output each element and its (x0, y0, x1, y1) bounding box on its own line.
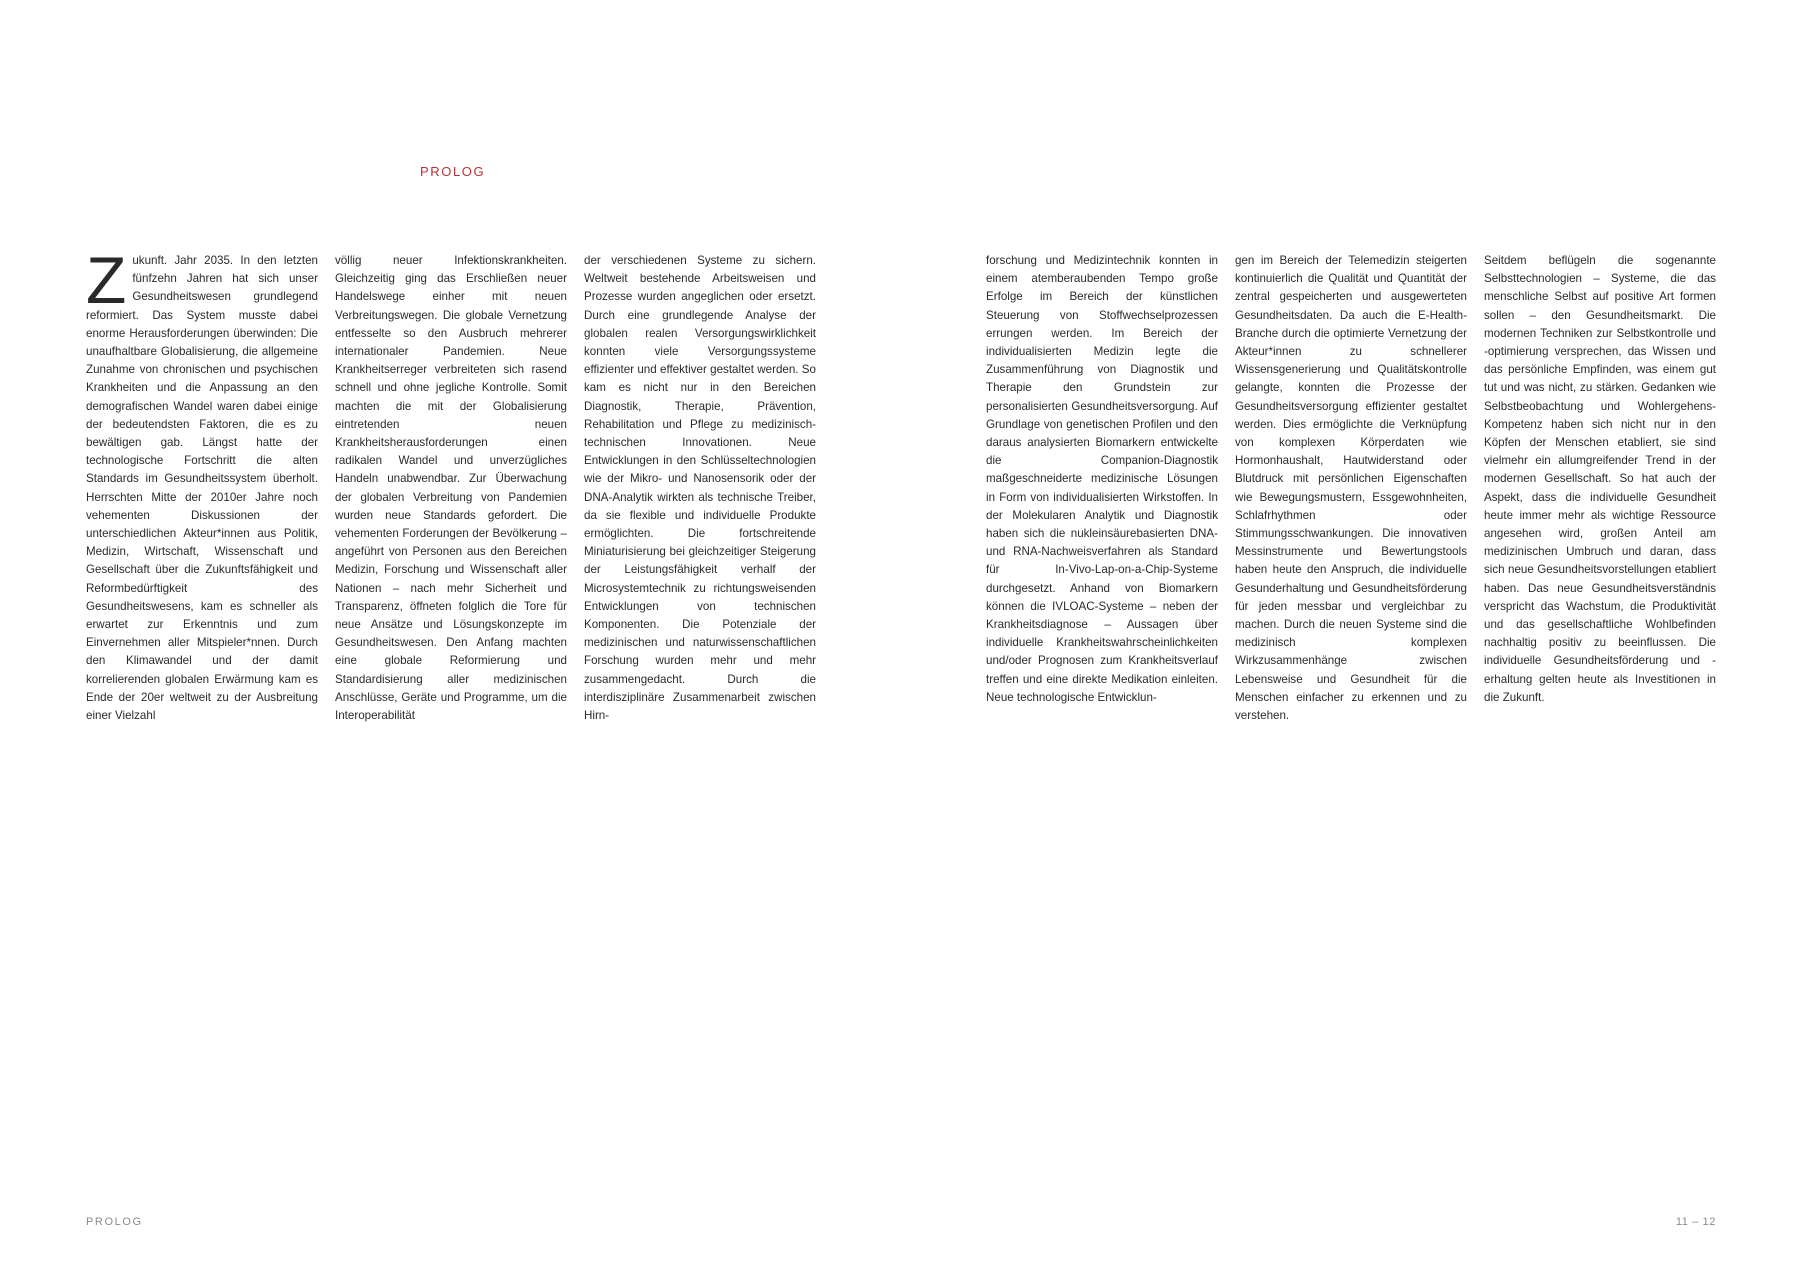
text-column-1 (86, 243, 318, 725)
text-column-3 (584, 252, 816, 725)
text-column-4 (986, 252, 1218, 707)
text-column-5 (1235, 252, 1467, 725)
column-text: Seitdem beflügeln die sogenannte Selbsttechnologien – Systeme, die das menschliche Selbst auf positive Art formen sollen – den Gesundheitsmarkt. Die modernen Techniken zur Selbstkontrolle und -optimierung versprechen, das Wissen und das persönliche Empfinden, was einem gut tut und was nicht, zu stärken. Gedanken wie Selbstbeobachtung und Wohlergehens-Kompetenz haben sich nicht nur in den Köpfen der Menschen etabliert, sie sind vielmehr ein allumgreifender Trend in der modernen Gesellschaft. So hat auch der Aspekt, dass die individuelle Gesundheit heute immer mehr als wichtige Ressource angesehen wird, großen Anteil am medizinischen Umbruch und daran, dass sich neue Gesundheitsvorstellungen etabliert haben. Das neue Gesundheitsverständnis verspricht das Wachstum, die Produktivität und das gesellschaftliche Wohlbefinden nachhaltig positiv zu beeinflussen. Die individuelle Gesundheitsförderung und -erhaltung gelten heute als Investitionen in die Zukunft. (1484, 254, 1716, 704)
section-label: PROLOG (420, 164, 486, 179)
column-text: ukunft. Jahr 2035. In den letzten fünfzehn Jahren hat sich unser Gesundheitswesen grundlegend reformiert. Das System musste dabei enorme Herausforderungen überwinden: Die unaufhaltbare Globalisierung, die allgemeine Zunahme von chronischen und psychischen Krankheiten und die Anpassung an den demografischen Wandel waren dabei einige der bedeutendsten Faktoren, die es zu bewältigen gab. Längst hatte der technologische Fortschritt die alten Standards im Gesundheitssystem überholt. Herrschten Mitte der 2010er Jahre noch vehementen Diskussionen der unterschiedlichen Akteur*innen aus Politik, Medizin, Wirtschaft, Wissenschaft und Gesellschaft über die Zukunftsfähigkeit und Reformbedürftigkeit des Gesundheitswesens, kam es schneller als erwartet zur Erkenntnis und zum Einvernehmen aller Mitspieler*nnen. Durch den Klimawandel und der damit korrelierenden globalen Erwärmung kam es Ende der 20er weltweit zu der Ausbreitung einer Vielzahl (86, 254, 318, 723)
dropcap-letter: Z (86, 243, 127, 317)
page-numbers: 11 – 12 (1675, 1216, 1716, 1228)
column-text: völlig neuer Infektionskrankheiten. Gleichzeitig ging das Erschließen neuer Handelswege einher mit neuen Verbreitungswegen. Die globale Vernetzung entfesselte so den Ausbruch mehrerer internationaler Pandemien. Neue Krankheitserreger verbreiteten sich rasend schnell und ohne jegliche Kontrolle. Somit machten die mit der Globalisierung eintretenden neuen Krankheitsherausforderungen einen radikalen Wandel und unverzügliches Handeln unabwendbar. Zur Überwachung der globalen Verbreitung von Pandemien wurden neue Standards gefordert. Die vehementen Forderungen der Bevölkerung – angeführt von Personen aus den Bereichen Medizin, Forschung und Wissenschaft aller Nationen – nach mehr Sicherheit und Transparenz, öffneten folglich die Tore für neue Ansätze und Lösungskonzepte im Gesundheitswesen. Den Anfang machten eine globale Reformierung und Standardisierung aller medizinischen Anschlüsse, Geräte und Programme, um die Interoperabilität (335, 254, 567, 723)
column-text: gen im Bereich der Telemedizin steigerten kontinuierlich die Qualität und Quantität der zentral gespeicherten und ausgewerteten Gesundheitsdaten. Da auch die E-Health-Branche durch die optimierte Vernetzung der Akteur*innen zu schnellerer Wissensgenerierung und Qualitätskontrolle gelangte, konnten die Prozesse der Gesundheitsversorgung effizienter gestaltet werden. Dies ermöglichte die Verknüpfung von komplexen Körperdaten wie Hormonhaushalt, Hautwiderstand oder Blutdruck mit persönlichen Eigenschaften wie Bewegungsmustern, Essgewohnheiten, Schlafrhythmen oder Stimmungsschwankungen. Die innovativen Messinstrumente und Bewertungstools haben heute den Anspruch, die individuelle Gesunderhaltung und Gesundheitsförderung für jeden messbar und vergleichbar zu machen. Durch die neuen Systeme sind die medizinisch komplexen Wirkzusammenhänge zwischen Lebensweise und Gesundheit für die Menschen einfacher zu erkennen und zu verstehen. (1235, 254, 1467, 723)
text-column-6 (1484, 252, 1716, 707)
text-column-2 (335, 252, 567, 725)
column-text: forschung und Medizintechnik konnten in einem atemberaubenden Tempo große Erfolge im Bereich der künstlichen Steuerung von Stoffwechselprozessen errungen werden. Im Bereich der individualisierten Medizin legte die Zusammenführung von Diagnostik und Therapie den Grundstein zur personalisierten Gesundheitsversorgung. Auf Grundlage von genetischen Profilen und den daraus analysierten Biomarkern entwickelte die Companion-Diagnostik maßgeschneiderte medizinische Lösungen in Form von individualisierten Wirkstoffen. In der Molekularen Analytik und Diagnostik haben sich die nukleinsäurebasierten DNA- und RNA-Nachweisverfahren als Standard für In-Vivo-Lap-on-a-Chip-Systeme durchgesetzt. Anhand von Biomarkern können die IVLOAC-Systeme – neben der Krankheitsdiagnose – Aussagen über individuelle Krankheitswahrscheinlichkeiten und/oder Prognosen zum Krankheitsverlauf treffen und eine direkte Medikation einleiten. Neue technologische Entwicklun- (986, 254, 1218, 704)
column-text: der verschiedenen Systeme zu sichern. Weltweit bestehende Arbeitsweisen und Prozesse wurden angeglichen oder ersetzt. Durch eine grundlegende Analyse der globalen realen Versorgungswirklichkeit konnten viele Versorgungssysteme effizienter und effektiver gestaltet werden. So kam es nicht nur in den Bereichen Diagnostik, Therapie, Prävention, Rehabilitation und Pflege zu medizinisch-technischen Innovationen. Neue Entwicklungen in den Schlüsseltechnologien wie der Mikro- und Nanosensorik oder der DNA-Analytik wirkten als technische Treiber, da sie flexible und individuelle Produkte ermöglichten. Die fortschreitende Miniaturisierung bei gleichzeitiger Steigerung der Leistungsfähigkeit verhalf der Microsystemtechnik zu richtungsweisenden Entwicklungen von technischen Komponenten. Die Potenziale der medizinischen und naturwissenschaftlichen Forschung wurden mehr und mehr zusammengedacht. Durch die interdisziplinäre Zusammenarbeit zwischen Hirn- (584, 254, 816, 723)
footer-section-label: PROLOG (86, 1216, 143, 1228)
